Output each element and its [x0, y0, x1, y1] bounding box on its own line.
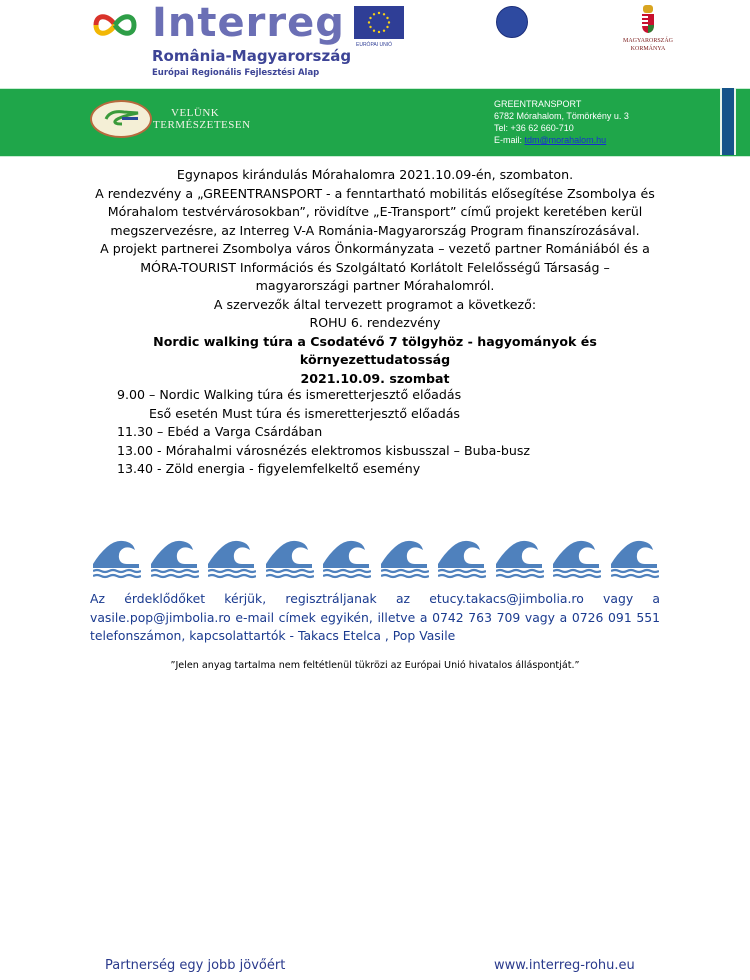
- intro-line: Egynapos kirándulás Mórahalomra 2021.10.09-én, szombaton.: [176, 167, 574, 182]
- intro-line: A szervezők által tervezett programot a következő:: [213, 296, 537, 312]
- intro-text: [95, 166, 655, 388]
- intro-line: ROHU 6. rendezvény: [309, 315, 441, 330]
- intro-line: A projekt partnerei Zsombolya város Önkormányzata – vezető partner Romániából és a MÓRA-TOURIST Információs és Szolgáltató Korlátolt Felelősségű Társaság – magyarországi partner Mórahalomról.: [100, 241, 650, 293]
- interreg-wordmark: Interreg: [152, 0, 345, 46]
- eu-flag-icon: [354, 6, 404, 39]
- hungary-label-line2: KORMÁNYA: [630, 46, 666, 52]
- schedule-list: [117, 386, 530, 479]
- green-transport-logo-icon: [90, 100, 152, 138]
- contact-phone: Tel: +36 62 660-710: [494, 123, 574, 133]
- hungary-label-line1: MAGYARORSZÁG: [622, 38, 673, 44]
- wave-icon: [496, 540, 544, 580]
- banner-slogan-line2: TERMÉSZETESEN: [153, 119, 251, 131]
- wave-icon: [553, 540, 601, 580]
- fund-name: Európai Regionális Fejlesztési Alap: [152, 68, 320, 78]
- eu-label: EURÓPAI UNIÓ: [356, 42, 393, 48]
- banner-blue-stripe: [720, 88, 736, 155]
- schedule-item: 9.00 – Nordic Walking túra és ismeretterjesztő előadás: [117, 387, 462, 402]
- contact-email-row: [494, 134, 629, 146]
- interreg-infinity-logo-icon: [90, 8, 140, 42]
- romanian-government-seal-icon: [496, 6, 528, 38]
- event-date: 2021.10.09. szombat: [300, 370, 450, 386]
- wave-icon: [93, 540, 141, 580]
- contact-address: 6782 Mórahalom, Tömörkény u. 3: [494, 111, 629, 121]
- schedule-item: 13.40 - Zöld energia - figyelemfelkeltő esemény: [117, 461, 421, 476]
- hungary-coat-of-arms-icon: [641, 5, 655, 33]
- event-title: Nordic walking túra a Csodatévő 7 tölgyhöz - hagyományok és környezettudatosság: [153, 333, 597, 367]
- footer-slogan: Partnerség egy jobb jövőért: [105, 958, 286, 973]
- program-subtitle: România-Magyarország: [152, 47, 352, 65]
- banner-slogan-line1: VELÜNK: [171, 107, 220, 119]
- registration-info: Az érdeklődőket kérjük, regisztráljanak az etucy.takacs@jimbolia.ro vagy a vasile.pop@jimbolia.ro e-mail címek egyikén, illetve a 0742 763 709 vagy a 0726 091 551 telefonszámon, kapcsolattartók - Takacs Etelca , Pop Vasile: [90, 591, 660, 643]
- banner-slogan: [153, 107, 251, 131]
- wave-icon: [266, 540, 314, 580]
- wave-icon: [323, 540, 371, 580]
- wave-icon: [151, 540, 199, 580]
- contact-email-link[interactable]: tdm@morahalom.hu: [524, 135, 607, 145]
- schedule-item: 13.00 - Mórahalmi városnézés elektromos kisbusszal – Buba-busz: [117, 442, 531, 458]
- footer-website-link[interactable]: www.interreg-rohu.eu: [494, 958, 635, 973]
- wave-icon: [208, 540, 256, 580]
- schedule-item-alternate: Eső esetén Must túra és ismeretterjesztő előadás: [149, 405, 460, 421]
- hungary-government-label: [612, 37, 684, 53]
- intro-line: A rendezvény a „GREENTRANSPORT - a fenntartható mobilitás elősegítése Zsombolya és Mórahalom testvérvárosokban”, rövidítve „E-Transport” című projekt keretében kerül megszervezésre, az Interreg V-A Románia-Magyarország Program finanszírozásával.: [95, 185, 655, 238]
- wave-icon: [381, 540, 429, 580]
- wave-icon: [611, 540, 659, 580]
- eu-disclaimer: ”Jelen anyag tartalma nem feltétlenül tükrözi az Európai Unió hivatalos álláspontját.”: [170, 660, 580, 671]
- banner-contact: [494, 98, 629, 146]
- schedule-item: 11.30 – Ebéd a Varga Csárdában: [117, 424, 323, 439]
- contact-name: GREENTRANSPORT: [494, 99, 582, 109]
- wave-divider: [93, 540, 663, 580]
- wave-icon: [438, 540, 486, 580]
- contact-email-label: E-mail:: [494, 135, 525, 145]
